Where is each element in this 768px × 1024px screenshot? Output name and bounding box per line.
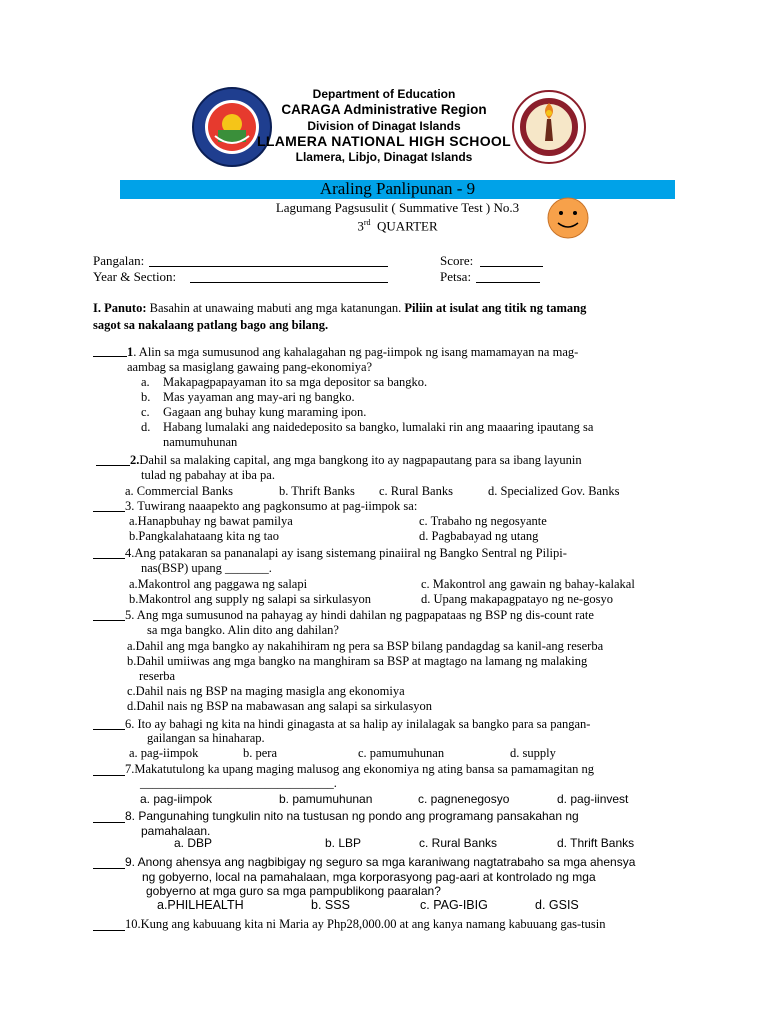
q1-text-2: aambag sa masiglang gawaing pang-ekonomiya? <box>127 360 373 374</box>
answer-blank[interactable] <box>93 511 125 512</box>
q1-number: 1 <box>127 345 134 359</box>
q2-option-d: d. Specialized Gov. Banks <box>488 484 620 498</box>
q3-option-c: c. Trabaho ng negosyante <box>419 514 547 528</box>
instructions-bold-1: Piliin at isulat ang titik ng tamang <box>404 301 587 315</box>
q9-text: 9. Anong ahensya ang nagbibigay ng seguro sa mga karaniwang nagtatrabaho sa mga ahensya <box>125 855 636 869</box>
dept-name: Department of Education <box>312 87 456 101</box>
answer-blank[interactable] <box>93 558 125 559</box>
answer-blank[interactable] <box>93 930 125 931</box>
q8-text: 8. Pangunahing tungkulin nito na tustusan ng pondo ang programang pansakahan ng <box>125 809 579 823</box>
score-label: Score: <box>440 253 474 268</box>
test-title: Lagumang Pagsusulit ( Summative Test ) No.3 <box>275 200 520 215</box>
year-section-label: Year & Section: <box>93 269 177 284</box>
q9-option-a: a.PHILHEALTH <box>157 898 244 912</box>
q5-text: 5. Ang mga sumusunod na pahayag ay hindi dahilan ng pagpapataas ng BSP ng dis-count rate <box>125 608 594 622</box>
q6-option-a: a. pag-iimpok <box>129 746 199 760</box>
score-field[interactable] <box>480 266 543 267</box>
q8-text-2: pamahalaan. <box>141 824 211 838</box>
answer-blank[interactable] <box>93 822 125 823</box>
q6-text: 6. Ito ay bahagi ng kita na hindi ginagasta at sa halip ay inilalagak sa bangko para sa pangan- <box>125 717 591 731</box>
q8-option-a: a. DBP <box>174 836 213 850</box>
school-address: Llamera, Libjo, Dinagat Islands <box>295 150 473 164</box>
answer-blank[interactable] <box>93 620 125 621</box>
q1-option-c-letter: c. <box>141 405 150 419</box>
answer-blank[interactable] <box>93 775 125 776</box>
q1-option-a-letter: a. <box>141 375 150 389</box>
q7-blank[interactable]: _______________________________. <box>140 776 337 790</box>
q7-option-d: d. pag-iinvest <box>557 792 629 806</box>
q4-option-d: d. Upang makapagpatayo ng ne-gosyo <box>421 592 613 606</box>
answer-blank[interactable] <box>93 729 125 730</box>
q1-stem: . Alin sa mga sumusunod ang kahalagahan ng pag-iimpok ng isang mamamayan na mag- <box>133 345 579 359</box>
instructions <box>93 301 586 316</box>
instructions-text: Basahin at unawaing mabuti ang mga katanungan. <box>146 301 405 315</box>
q3-option-a: a.Hanapbuhay ng bawat pamilya <box>129 514 293 528</box>
q4-text-2: nas(BSP) upang _______. <box>141 561 272 575</box>
q4-option-c: c. Makontrol ang gawain ng bahay-kalakal <box>421 577 635 591</box>
q6-option-d: d. supply <box>510 746 556 760</box>
answer-blank[interactable] <box>96 465 130 466</box>
q1-option-a: Makapagpapayaman ito sa mga depositor sa bangko. <box>163 375 428 389</box>
q9-option-b: b. SSS <box>311 898 350 912</box>
year-section-field[interactable] <box>190 282 388 283</box>
q2-option-a: a. Commercial Banks <box>125 484 233 498</box>
q9-text-2: ng gobyerno, local na pamahalaan, mga korporasyong pag-aari at kontrolado ng mga <box>142 870 596 884</box>
date-label: Petsa: <box>440 269 472 284</box>
q5-option-c: c.Dahil nais ng BSP na maging masigla ang ekonomiya <box>127 684 405 698</box>
q6-option-b: b. pera <box>243 746 278 760</box>
q8-option-b: b. LBP <box>325 836 362 850</box>
q9-option-d: d. GSIS <box>535 898 579 912</box>
q3-option-d: d. Pagbabayad ng utang <box>419 529 539 543</box>
q4-option-b: b.Makontrol ang supply ng salapi sa sirkulasyon <box>129 592 371 606</box>
quarter-sup: rd <box>363 218 371 227</box>
q3-option-b: b.Pangkalahataang kita ng tao <box>129 529 279 543</box>
q9-option-c: c. PAG-IBIG <box>420 898 488 912</box>
q5-option-b: b.Dahil umiiwas ang mga bangko na manghiram sa BSP at magtago na lamang ng malaking <box>127 654 588 668</box>
quarter-num: 3 <box>357 218 364 234</box>
q8-option-d: d. Thrift Banks <box>557 836 635 850</box>
q1-option-d-2: namumuhunan <box>163 435 238 449</box>
quarter-label <box>120 215 675 234</box>
q1-option-b: Mas yayaman ang may-ari ng bangko. <box>163 390 355 404</box>
q10-text: 10.Kung ang kabuuang kita ni Maria ay Php28,000.00 at ang kanya namang kabuuang gas-tusin <box>125 917 606 931</box>
answer-blank[interactable] <box>93 868 125 869</box>
division-name: Division of Dinagat Islands <box>307 119 461 133</box>
q1-option-d-letter: d. <box>141 420 151 434</box>
quarter-word: QUARTER <box>377 218 438 234</box>
q7-option-c: c. pagnenegosyo <box>418 792 510 806</box>
q6-text-2: gailangan sa hinaharap. <box>147 731 265 745</box>
q2-option-b: b. Thrift Banks <box>279 484 355 498</box>
subject-title: Araling Panlipunan - 9 <box>319 179 476 198</box>
q2-stem: Dahil sa malaking capital, ang mga bangkong ito ay nagpapautang para sa ibang layunin <box>139 453 582 467</box>
q8-option-c: c. Rural Banks <box>419 836 498 850</box>
name-label: Pangalan: <box>93 253 145 268</box>
q5-option-d: d.Dahil nais ng BSP na mabawasan ang salapi sa sirkulasyon <box>127 699 433 713</box>
school-name: LLAMERA NATIONAL HIGH SCHOOL <box>257 133 511 149</box>
q5-text-2: sa mga bangko. Alin dito ang dahilan? <box>147 623 339 637</box>
q2-text <box>130 453 582 468</box>
q1-option-c: Gagaan ang buhay kung maraming ipon. <box>163 405 367 419</box>
q1-text <box>127 345 578 360</box>
q7-option-a: a. pag-iimpok <box>140 792 213 806</box>
q7-option-b: b. pamumuhunan <box>279 792 373 806</box>
q1-option-d: Habang lumalaki ang naidedeposito sa bangko, lumalaki rin ang maaaring ipautang sa <box>163 420 594 434</box>
answer-blank[interactable] <box>93 356 127 357</box>
q4-text: 4.Ang patakaran sa pananalapi ay isang sistemang pinaiiral ng Bangko Sentral ng Pilipi- <box>125 546 567 560</box>
q9-text-3: gobyerno at mga guro sa mga pampublikong paaralan? <box>146 884 441 898</box>
q2-number: 2. <box>130 453 140 467</box>
q2-text-2: tulad ng pabahay at iba pa. <box>141 468 275 482</box>
q5-option-a: a.Dahil ang mga bangko ay nakahihiram ng pera sa BSP bilang pandagdag sa kanil-ang reserba <box>127 639 604 653</box>
q7-text: 7.Makatutulong ka upang maging malusog ang ekonomiya ng ating bansa sa pamamagitan ng <box>125 762 594 776</box>
smiley-face-icon <box>546 196 590 240</box>
instructions-line-2: sagot sa nakalaang patlang bago ang bilang. <box>93 318 329 332</box>
q2-option-c: c. Rural Banks <box>379 484 453 498</box>
q1-option-b-letter: b. <box>141 390 151 404</box>
q4-option-a: a.Makontrol ang paggawa ng salapi <box>129 577 308 591</box>
region-name: CARAGA Administrative Region <box>281 102 487 117</box>
name-field[interactable] <box>149 266 388 267</box>
instructions-label: I. Panuto: <box>93 301 147 315</box>
date-field[interactable] <box>476 282 540 283</box>
q6-option-c: c. pamumuhunan <box>358 746 445 760</box>
q5-option-b-2: reserba <box>139 669 176 683</box>
q3-text: 3. Tuwirang naaapekto ang pagkonsumo at pag-iimpok sa: <box>125 499 418 513</box>
